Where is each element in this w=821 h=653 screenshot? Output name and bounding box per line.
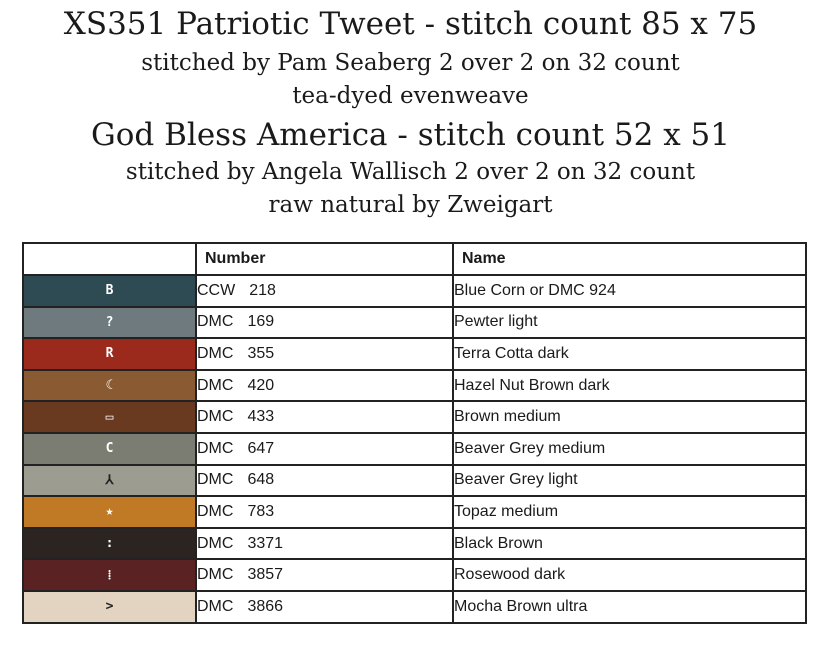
color-swatch [23, 591, 196, 623]
table-row [23, 559, 806, 591]
floss-code: 420 [247, 376, 275, 394]
floss-number [196, 559, 453, 591]
floss-name: Topaz medium [453, 496, 806, 528]
subtitle-stitched-by-pam: stitched by Pam Seaberg 2 over 2 on 32 count [141, 50, 680, 76]
stitch-symbol: ☾ [105, 378, 114, 394]
floss-code: 648 [247, 471, 275, 489]
floss-number [196, 307, 453, 339]
table-row [23, 275, 806, 307]
floss-code: 433 [247, 408, 275, 426]
floss-code: 218 [249, 281, 276, 299]
floss-brand: DMC [197, 502, 234, 520]
stitch-symbol: R [105, 346, 114, 362]
table-row [23, 528, 806, 560]
stitch-symbol: > [105, 599, 114, 615]
floss-brand: DMC [197, 566, 234, 584]
floss-name: Rosewood dark [453, 559, 806, 591]
color-swatch [23, 496, 196, 528]
table-body [23, 275, 806, 623]
color-swatch [23, 338, 196, 370]
floss-number [196, 370, 453, 402]
subtitle-fabric-1: tea-dyed evenweave [292, 83, 529, 109]
title-patriotic-tweet: XS351 Patriotic Tweet - stitch count 85 x 75 [63, 6, 758, 42]
table-row [23, 370, 806, 402]
column-header-swatch [23, 243, 196, 275]
floss-number [196, 433, 453, 465]
floss-brand: DMC [197, 439, 234, 457]
table-header-row [23, 243, 806, 275]
floss-number [196, 528, 453, 560]
floss-name: Black Brown [453, 528, 806, 560]
floss-chart-table [22, 242, 807, 624]
floss-number [196, 591, 453, 623]
floss-number [196, 401, 453, 433]
stitch-symbol: ? [105, 314, 114, 330]
floss-name: Beaver Grey light [453, 465, 806, 497]
table-row [23, 307, 806, 339]
stitch-symbol: : [105, 536, 114, 552]
floss-code: 169 [247, 313, 275, 331]
stitch-symbol: B [105, 283, 114, 299]
table-row [23, 591, 806, 623]
stitch-symbol: ⅄ [105, 472, 114, 488]
color-swatch [23, 370, 196, 402]
color-swatch [23, 401, 196, 433]
table-row [23, 496, 806, 528]
stitch-symbol: ★ [105, 504, 114, 520]
floss-code: 3857 [247, 566, 284, 584]
floss-code: 647 [247, 439, 275, 457]
floss-number [196, 338, 453, 370]
floss-code: 3866 [247, 597, 284, 615]
floss-name: Mocha Brown ultra [453, 591, 806, 623]
color-swatch [23, 528, 196, 560]
floss-name: Hazel Nut Brown dark [453, 370, 806, 402]
floss-number [196, 496, 453, 528]
color-swatch [23, 559, 196, 591]
floss-name: Blue Corn or DMC 924 [453, 275, 806, 307]
floss-brand: DMC [197, 597, 234, 615]
color-swatch [23, 465, 196, 497]
floss-brand: DMC [197, 344, 234, 362]
table-row [23, 465, 806, 497]
floss-name: Brown medium [453, 401, 806, 433]
floss-brand: DMC [197, 534, 234, 552]
floss-code: 783 [247, 502, 275, 520]
floss-name: Terra Cotta dark [453, 338, 806, 370]
subtitle-fabric-2: raw natural by Zweigart [268, 192, 553, 218]
floss-brand: DMC [197, 313, 234, 331]
table-row [23, 433, 806, 465]
subtitle-stitched-by-angela: stitched by Angela Wallisch 2 over 2 on 32 count [125, 159, 696, 185]
floss-name: Beaver Grey medium [453, 433, 806, 465]
color-swatch [23, 275, 196, 307]
floss-brand: DMC [197, 408, 234, 426]
table-row [23, 401, 806, 433]
stitch-symbol: ▭ [105, 409, 114, 425]
floss-brand: CCW [197, 281, 236, 299]
title-god-bless-america: God Bless America - stitch count 52 x 51 [91, 117, 730, 153]
floss-name: Pewter light [453, 307, 806, 339]
floss-brand: DMC [197, 471, 234, 489]
column-header-number: Number [196, 243, 453, 275]
stitch-symbol: ⁞ [107, 567, 112, 583]
color-swatch [23, 433, 196, 465]
table-row [23, 338, 806, 370]
floss-number [196, 275, 453, 307]
floss-number [196, 465, 453, 497]
color-swatch [23, 307, 196, 339]
floss-code: 355 [247, 344, 275, 362]
floss-brand: DMC [197, 376, 234, 394]
column-header-name: Name [453, 243, 806, 275]
floss-code: 3371 [247, 534, 284, 552]
stitch-symbol: C [105, 441, 114, 457]
